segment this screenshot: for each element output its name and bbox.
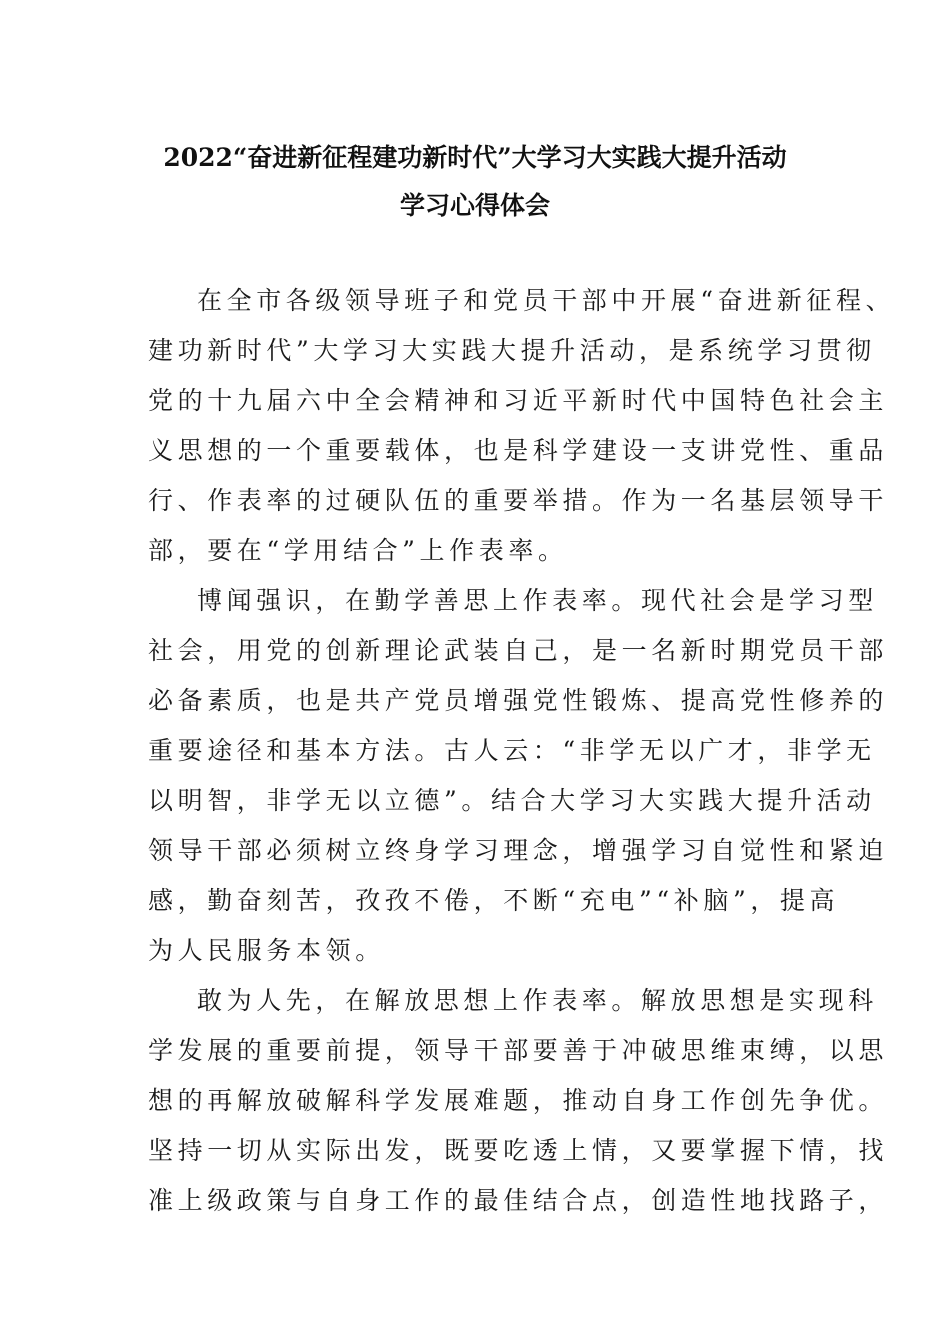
paragraph-line: 党的十九届六中全会精神和习近平新时代中国特色社会主 xyxy=(148,386,889,415)
paragraph-line: 行、作表率的过硬队伍的重要举措。作为一名基层领导干 xyxy=(148,486,889,515)
paragraph-line: 为人民服务本领。 xyxy=(148,936,385,965)
paragraph-line: 义思想的一个重要载体，也是科学建设一支讲党性、重品 xyxy=(148,436,889,465)
paragraph-line: 以明智，非学无以立德”。结合大学习大实践大提升活动 xyxy=(148,786,876,815)
paragraph-line: 敢为人先，在解放思想上作表率。解放思想是实现科 xyxy=(197,986,878,1015)
document-title: 2022“奋进新征程建功新时代”大学习大实践大提升活动 xyxy=(163,143,787,172)
paragraph-line: 博闻强识，在勤学善思上作表率。现代社会是学习型 xyxy=(197,586,878,615)
paragraph-line: 坚持一切从实际出发，既要吃透上情，又要掌握下情，找 xyxy=(148,1136,889,1165)
paragraph-line: 建功新时代”大学习大实践大提升活动，是系统学习贯彻 xyxy=(148,336,876,365)
paragraph-line: 想的再解放破解科学发展难题，推动自身工作创先争优。 xyxy=(148,1086,889,1115)
paragraph-line: 学发展的重要前提，领导干部要善于冲破思维束缚，以思 xyxy=(148,1036,889,1065)
paragraph-line: 社会，用党的创新理论武装自己，是一名新时期党员干部 xyxy=(148,636,889,665)
paragraph-line: 在全市各级领导班子和党员干部中开展“奋进新征程、 xyxy=(197,286,896,315)
paragraph-line: 必备素质，也是共产党员增强党性锻炼、提高党性修养的 xyxy=(148,686,889,715)
paragraph-line: 部，要在“学用结合”上作表率。 xyxy=(148,536,568,565)
paragraph-line: 准上级政策与自身工作的最佳结合点，创造性地找路子， xyxy=(148,1186,889,1215)
paragraph-line: 领导干部必须树立终身学习理念，增强学习自觉性和紧迫 xyxy=(148,836,889,865)
paragraph-line: 重要途径和基本方法。古人云：“非学无以广才，非学无 xyxy=(148,736,876,765)
paragraph-line: 感，勤奋刻苦，孜孜不倦，不断“充电”“补脑”，提高 xyxy=(148,886,840,915)
document-subtitle: 学习心得体会 xyxy=(399,191,550,220)
